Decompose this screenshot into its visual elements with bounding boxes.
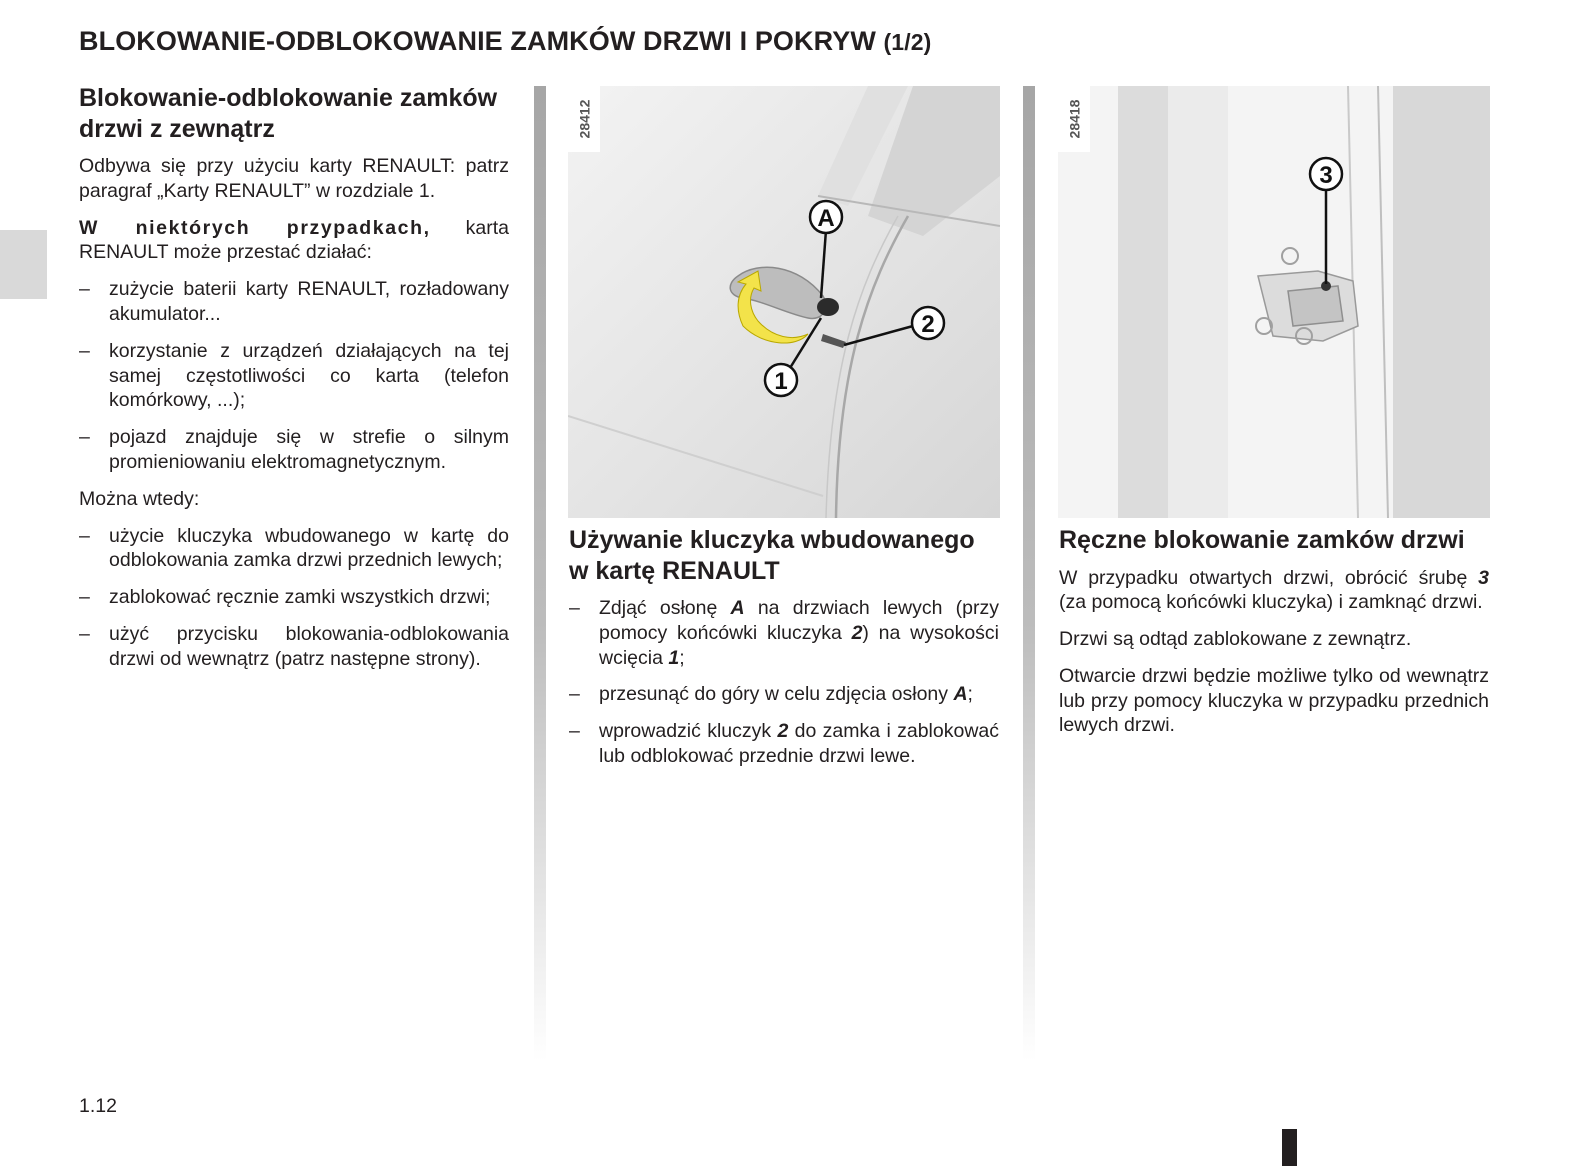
list-item-text: użycie kluczyka wbudowanego w kartę do odblokowania zamka drzwi przednich lewych; xyxy=(109,524,509,572)
screw-ref: 3 xyxy=(1478,566,1489,589)
door-latch-drawing xyxy=(1058,86,1490,518)
section-heading-embedded-key: Używanie kluczyka wbudowanego w kartę RENAULT xyxy=(569,526,975,585)
column-exterior-locking xyxy=(79,83,509,684)
door-latch-illustration xyxy=(1058,86,1490,518)
page-title-text: BLOKOWANIE-ODBLOKOWANIE ZAMKÓW DRZWI I POKRYW xyxy=(79,26,876,56)
step-text: wprowadzić kluczyk xyxy=(599,720,778,743)
list-item-text: zużycie baterii karty RENAULT, rozładowany akumulator... xyxy=(109,278,509,325)
step-text: ) na wysokości wcięcia xyxy=(599,621,999,669)
figure-number-box xyxy=(1058,86,1090,152)
steps-list xyxy=(569,596,999,769)
page-number: 1.12 xyxy=(79,1095,117,1117)
dash-marker: – xyxy=(569,597,580,619)
column-divider-left xyxy=(534,86,546,1061)
figure-number-box xyxy=(568,86,600,152)
door-handle-illustration xyxy=(568,86,1000,518)
list-item xyxy=(79,622,509,672)
list-item-text: korzystanie z urządzeń działających na tej samej częstotliwości co karta (telefon komórkowy, ...); xyxy=(109,339,509,412)
paragraph-text: (za pomocą końcówki kluczyka) i zamknąć drzwi. xyxy=(1059,591,1483,614)
case-lead-rest: karta RENAULT może przestać działać: xyxy=(79,216,509,264)
callout-label-a: A xyxy=(817,205,835,232)
step-ref: A xyxy=(730,597,745,619)
intro-paragraph: Odbywa się przy użyciu karty RENAULT: patrz paragraf „Karty RENAULT” w rozdziale 1. xyxy=(79,155,509,202)
dash-marker: – xyxy=(569,683,580,706)
dash-marker: – xyxy=(79,622,90,645)
step-ref: 1 xyxy=(668,646,680,669)
step-text: na drzwiach lewych (przy pomocy końcówki kluczyka xyxy=(599,597,999,644)
dash-marker: – xyxy=(79,524,90,547)
page-title xyxy=(79,26,931,57)
case-lead-bold: W niektórych przypadkach, xyxy=(79,216,431,239)
list-item-text: zablokować ręcznie zamki wszystkich drzwi; xyxy=(109,586,491,609)
page-title-suffix: (1/2) xyxy=(883,29,932,55)
paragraph-text: W przypadku otwartych drzwi, obrócić śrubę xyxy=(1059,566,1479,589)
case-paragraph xyxy=(79,216,509,266)
callout-label-3: 3 xyxy=(1319,162,1333,189)
figure-number: 28412 xyxy=(576,99,592,139)
list-item xyxy=(79,524,509,574)
column-divider-right xyxy=(1023,86,1035,1061)
options-list xyxy=(79,524,509,672)
list-item xyxy=(569,719,999,769)
column-manual-locking xyxy=(1059,525,1489,750)
list-item xyxy=(79,277,509,327)
figure-number: 28418 xyxy=(1066,99,1082,139)
step-text: przesunąć do góry w celu zdjęcia osłony xyxy=(599,683,954,706)
step-text: Zdjąć osłonę xyxy=(599,597,731,619)
dash-marker: – xyxy=(79,586,90,609)
list-item xyxy=(79,425,509,475)
dash-marker: – xyxy=(79,339,90,362)
door-handle-drawing xyxy=(568,86,1000,518)
step-ref: 2 xyxy=(777,720,789,743)
step-text: do zamka i zablokować lub odblokować przednie drzwi lewe. xyxy=(599,720,999,767)
reasons-list xyxy=(79,277,509,475)
dash-marker: – xyxy=(79,426,90,449)
dash-marker: – xyxy=(79,278,90,301)
list-item xyxy=(569,596,999,670)
callout-label-2: 2 xyxy=(921,311,935,338)
chapter-tab xyxy=(0,230,47,299)
manual-paragraph-1 xyxy=(1059,566,1489,616)
step-text: ; xyxy=(679,646,685,669)
list-item xyxy=(79,585,509,610)
step-ref: 2 xyxy=(851,621,863,644)
then-paragraph: Można wtedy: xyxy=(79,487,200,510)
step-ref: A xyxy=(953,683,968,706)
list-item-text: pojazd znajduje się w strefie o silnym promieniowaniu elektromagnetycznym. xyxy=(109,426,509,473)
manual-paragraph-3: Otwarcie drzwi będzie możliwe tylko od wewnątrz lub przy pomocy kluczyka w przypadku przednich lewych drzwi. xyxy=(1059,664,1489,737)
list-item xyxy=(569,682,999,707)
list-item xyxy=(79,339,509,413)
column-embedded-key xyxy=(569,525,999,781)
step-text: ; xyxy=(967,683,973,706)
manual-paragraph-2: Drzwi są odtąd zablokowane z zewnątrz. xyxy=(1059,628,1412,651)
dash-marker: – xyxy=(569,720,580,743)
corner-marker xyxy=(1282,1129,1297,1166)
section-heading-exterior: Blokowanie-odblokowanie zamków drzwi z zewnątrz xyxy=(79,84,498,143)
section-heading-manual-locking: Ręczne blokowanie zamków drzwi xyxy=(1059,526,1465,554)
callout-label-1: 1 xyxy=(774,368,788,395)
list-item-text: użyć przycisku blokowania-odblokowania drzwi od wewnątrz (patrz następne strony). xyxy=(109,622,509,670)
